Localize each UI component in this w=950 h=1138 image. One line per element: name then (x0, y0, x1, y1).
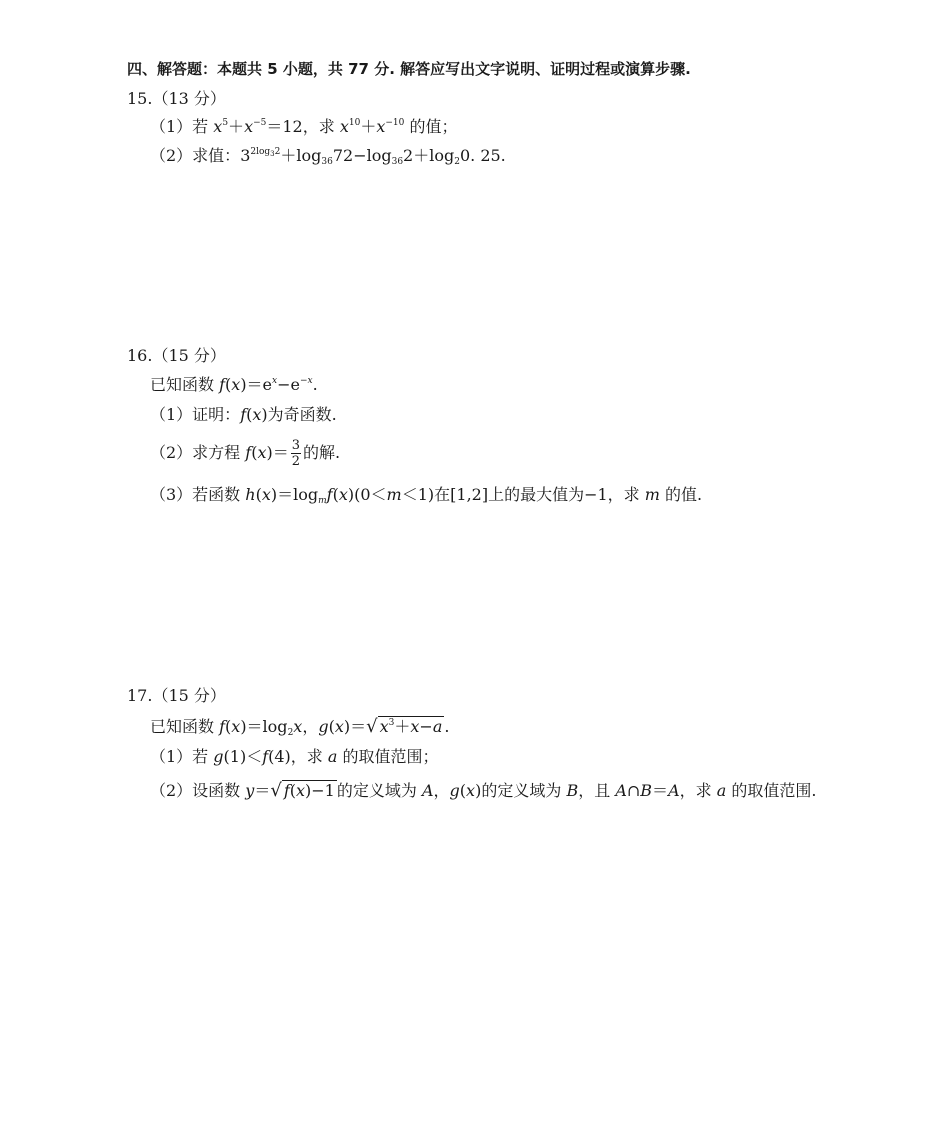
q15-part2-label: （2）求值： (150, 146, 241, 165)
q16-part3-tail: 的值. (665, 485, 703, 504)
q16-part1-label: （1）证明： (150, 405, 241, 424)
sqrt-expression: √ $x^3+x-a$ (366, 716, 443, 737)
q17-intro: 已知函数 $f(x)=\log_2x$，g(x)＝√ $x^3+x-a$ . (150, 716, 450, 738)
q15-part2-tail: 0. 25. (459, 146, 506, 165)
q16-part3-label: （3）若函数 (150, 485, 241, 504)
q17-part2-mid3: 的定义域为 (481, 781, 562, 800)
q15-part1-tail: 的值； (409, 117, 458, 136)
q17-intro-label: 已知函数 (150, 717, 215, 736)
q17-part2-mid5: ，求 (679, 781, 712, 800)
q15-part1-mid: ，求 (302, 117, 335, 136)
q16-intro-label: 已知函数 (150, 375, 215, 394)
q16-intro: 已知函数 $f(x)=e^x-e^{-x}$. (150, 375, 318, 394)
q17-part1-mid: ，求 (290, 747, 323, 766)
q17-part1-tail: 的取值范围； (342, 747, 439, 766)
q16-part3: （3）若函数 $h(x)=\log_mf(x)(0<m<1)$在[1,2]上的最大值为−1，求 m 的值. (150, 485, 703, 506)
q16-part2-tail: 的解. (303, 443, 341, 462)
q17-header: 17.（15 分） (127, 686, 226, 705)
q17-part2-tail: 的取值范围. (731, 781, 817, 800)
q17-part1: （1）若 g(1)＜f(4)，求 a 的取值范围； (150, 747, 439, 766)
sqrt-expression-2: √ f(x)−1 (270, 780, 335, 801)
q15-part1: （1）若 $x^5+x^{-5}=12$，求 $x^{10}+x^{-10}$ 的值； (150, 117, 458, 136)
q16-header: 16.（15 分） (127, 346, 226, 365)
q16-part3-mid: 在[1,2]上的最大值为−1，求 (434, 485, 640, 504)
q17-part1-label: （1）若 (150, 747, 209, 766)
q16-part1: （1）证明：f(x)为奇函数. (150, 405, 337, 424)
q15-part2: （2）求值：$3^{2log_32}+\log_{36}72-\log_{36}2+\log_20$. 25. (150, 146, 506, 167)
q17-part2-mid: 的定义域为 (336, 781, 417, 800)
q16-part2-label: （2）求方程 (150, 443, 241, 462)
fraction-three-halves: $\frac{3}{2}$ (291, 438, 301, 469)
q17-part2-label: （2）设函数 (150, 781, 241, 800)
q17-part2: （2）设函数 y＝√ f(x)−1 的定义域为 A，g(x)的定义域为 B，且 A∩B＝A，求 a 的取值范围. (150, 780, 817, 801)
q16-part1-tail: 为奇函数. (267, 405, 337, 424)
q15-header: 15.（13 分） (127, 89, 226, 108)
q17-part2-mid2: ， (433, 781, 450, 800)
q15-part1-label: （1）若 (150, 117, 209, 136)
section-header: 四、解答题：本题共 5 小题，共 77 分. 解答应写出文字说明、证明过程或演算步骤. (127, 60, 691, 78)
q16-part2: （2）求方程 f(x)＝ $\frac{3}{2}$ 的解. (150, 438, 341, 469)
q17-part2-mid4: ，且 (578, 781, 611, 800)
